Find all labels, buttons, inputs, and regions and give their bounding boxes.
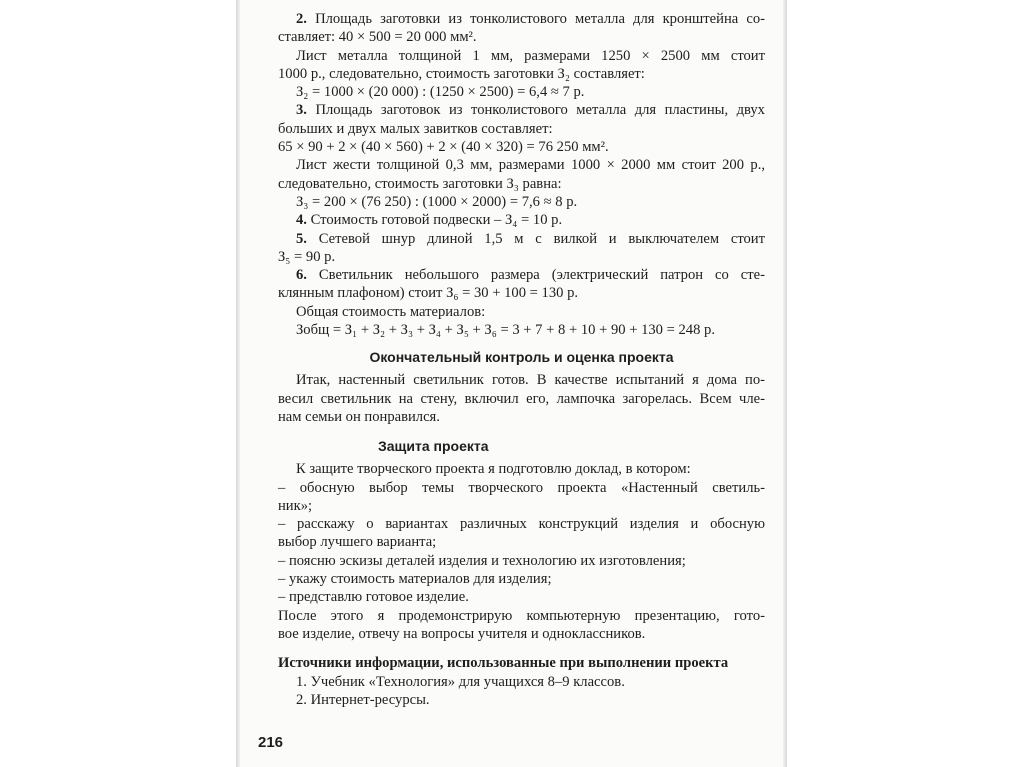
section-heading-project-defense: Защита проекта [378, 438, 489, 455]
item-6-line-2: клянным плафоном) стоит З₆ = 30 + 100 = 130 р. [278, 285, 579, 302]
item-3-formula-2: З₃ = 200 × (76 250) : (1000 × 2000) = 7,6 ≈ 8 р. [296, 193, 578, 210]
item-5-line-2: З₅ = 90 р. [278, 248, 336, 265]
defense-bullet-5: – представлю готовое изделие. [278, 589, 469, 606]
item-2-para-line-1: Лист металла толщиной 1 мм, размерами 1250 × 2500 мм стоит [296, 47, 765, 64]
section-heading-final-control: Окончательный контроль и оценка проекта [369, 349, 674, 366]
source-2: 2. Интернет-ресурсы. [296, 691, 430, 708]
defense-bullet-3: – поясню эскизы деталей изделия и технологию их изготовления; [278, 552, 686, 569]
spacer [278, 643, 765, 654]
item-text: Площадь заготовки из тонколистового металла для кронштейна со- [315, 11, 765, 27]
item-2-line-2: ставляет: 40 × 500 = 20 000 мм². [278, 29, 477, 46]
total-label: Общая стоимость материалов: [296, 303, 486, 320]
book-page [240, 0, 783, 767]
item-2-para-line-2: 1000 р., следовательно, стоимость заготовки З₂ составляет: [278, 65, 645, 82]
source-1: 1. Учебник «Технология» для учащихся 8–9 классов. [296, 673, 625, 690]
item-3-para-line-1: Лист жести толщиной 0,3 мм, размерами 1000 × 2000 мм стоит 200 р., [296, 157, 765, 174]
item-text: Светильник небольшого размера (электрический патрон со сте- [318, 267, 765, 284]
item-number: 2. [296, 11, 307, 27]
page-content [278, 10, 765, 709]
defense-outro-line-1: После этого я продемонстрирую компьютерную презентацию, гото- [278, 607, 765, 624]
spacer [278, 339, 765, 348]
item-text: Сетевой шнур длиной 1,5 м с вилкой и выключателем стоит [318, 230, 765, 247]
defense-intro: К защите творческого проекта я подготовлю доклад, в котором: [296, 461, 691, 478]
section-heading-sources: Источники информации, использованные при выполнении проекта [278, 655, 729, 672]
total-formula: Зобщ = З₁ + З₂ + З₃ + З₄ + З₅ + З₆ = 3 + 7 + 8 + 10 + 90 + 130 = 248 р. [296, 322, 715, 339]
defense-bullet-1-line-1: – обосную выбор темы творческого проекта «Настенный светиль- [278, 479, 765, 496]
section-1-line-1: Итак, настенный светильник готов. В качестве испытаний я дома по- [296, 372, 765, 389]
section-1-line-2: весил светильник на стену, включил его, лампочка загорелась. Всем чле- [278, 390, 765, 407]
defense-bullet-2-line-2: выбор лучшего варианта; [278, 534, 437, 551]
item-number: 5. [296, 230, 307, 247]
spacer [278, 426, 765, 437]
item-3-line-1 [278, 101, 765, 119]
page-shadow-right [783, 0, 787, 767]
item-4-line-1 [278, 211, 765, 229]
item-2-line-1 [278, 10, 765, 28]
item-text: Стоимость готовой подвески – З₄ = 10 р. [310, 212, 563, 229]
item-number: 3. [296, 102, 307, 119]
item-number: 4. [296, 212, 307, 229]
item-6-line-1 [278, 266, 765, 284]
defense-bullet-2-line-1: – расскажу о вариантах различных конструкций изделия и обосную [278, 516, 765, 533]
section-1-line-3: нам семьи он понравился. [278, 408, 440, 425]
defense-bullet-4: – укажу стоимость материалов для изделия; [278, 571, 552, 588]
defense-bullet-1-line-2: ник»; [278, 497, 313, 514]
item-text: Площадь заготовок из тонколистового металла для пластины, двух [315, 102, 765, 119]
item-number: 6. [296, 267, 307, 284]
page-number: 216 [258, 734, 284, 751]
item-3-line-2: больших и двух малых завитков составляет: [278, 120, 553, 137]
defense-outro-line-2: вое изделие, отвечу на вопросы учителя и одноклассников. [278, 625, 646, 642]
item-3-para-line-2: следовательно, стоимость заготовки З₃ равна: [278, 175, 562, 192]
item-5-line-1 [278, 230, 765, 248]
item-3-formula-1: 65 × 90 + 2 × (40 × 560) + 2 × (40 × 320) = 76 250 мм². [278, 139, 609, 156]
item-2-formula: З₂ = 1000 × (20 000) : (1250 × 2500) = 6,4 ≈ 7 р. [296, 84, 585, 101]
